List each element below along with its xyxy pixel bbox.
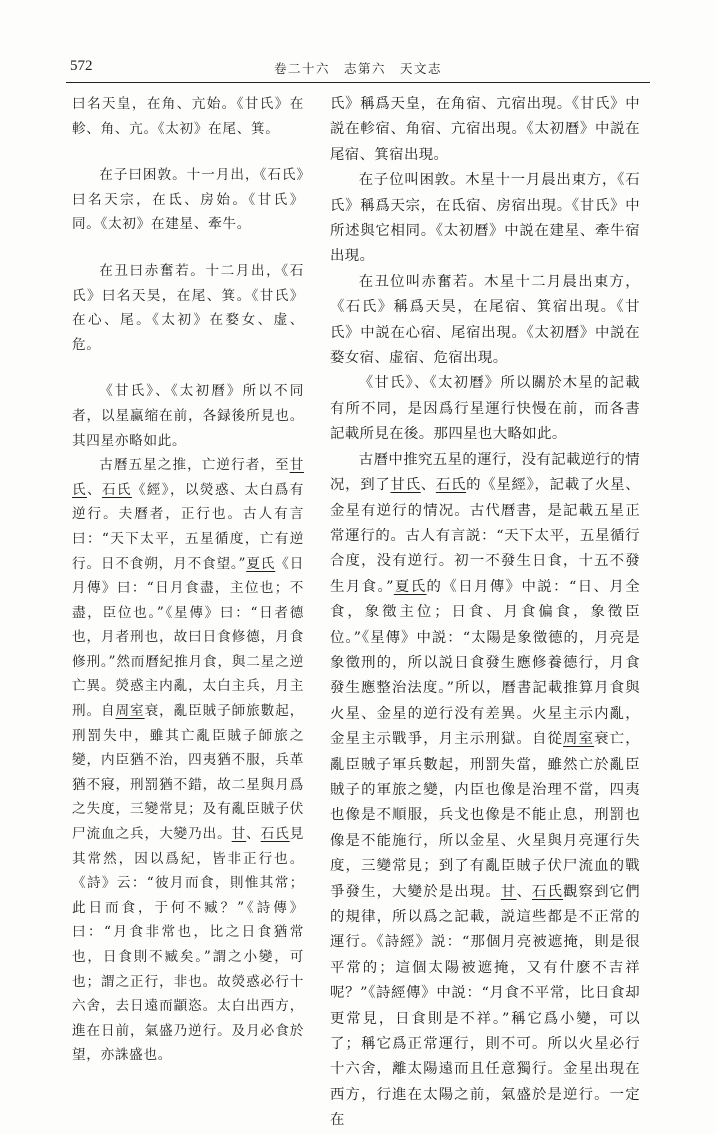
translation-paragraph <box>330 168 640 270</box>
proper-noun: 夏氏 <box>393 578 427 595</box>
text-run: 《甘氏》、《太初曆》所以不同者，以星赢缩在前，各録後所見也。其四星亦略如此。 <box>72 383 304 449</box>
original-text-paragraph <box>72 163 304 237</box>
translation-paragraph <box>330 92 640 168</box>
text-run: 古曆中推究五星的運行，没有記載逆行的情况，到了 <box>330 451 640 494</box>
text-run: 的《日月傳》中説：“日、月全食，象徵主位；日食、月食偏食，象徵臣位。”《星傳》中説：“太陽是象徵德的，月亮是象徵刑的，所以説日食發生應修養德行，月食發生應整治法度。”所以，曆書記載推算月食與火星、金星的逆行没有差異。火星主示内亂，金星主示戰爭，月主示刑獄。自從 <box>330 578 640 748</box>
text-run: 、 <box>516 883 532 900</box>
text-run: 在子曰困敦。十一月出，《石氏》曰名天宗，在氐、房始。《甘氏》同。《太初》在建星、牽牛。 <box>72 167 304 233</box>
translation-paragraph <box>330 270 640 372</box>
proper-noun: 夏氏 <box>246 555 276 572</box>
translation-paragraph <box>330 371 640 447</box>
original-text-paragraph <box>72 92 304 141</box>
text-run: 在丑曰赤奮若。十二月出，《石氏》曰名天昊，在尾、箕。《甘氏》在心、尾。《太初》在婺女、虚、危。 <box>72 262 304 353</box>
text-run: 在丑位叫赤奮若。木星十二月晨出東方，《石氏》稱爲天昊，在尾宿、箕宿出現。《甘氏》中説在心宿、尾宿出現。《太初曆》中説在婺女宿、虚宿、危宿出現。 <box>330 273 640 367</box>
text-run: 、 <box>86 481 102 498</box>
proper-noun: 甘 <box>231 826 247 843</box>
original-text-paragraph <box>72 379 304 453</box>
text-run: 衰亡，亂臣賊子軍兵數起，刑罰失當，雖然亡於亂臣賊子的軍旅之變，内臣也像是治理不當，四夷也像是不順服，兵戈也像是不能止息，刑罰也像是不能施行，所以金星、火星與月亮運行失度，三變常見；到了有亂臣賊子伏尸流血的戰爭發生，大變於是出現。 <box>330 731 640 900</box>
text-run: 、 <box>420 477 436 494</box>
text-run: 在子位叫困敦。木星十一月晨出東方，《石氏》稱爲天宗，在氐宿、房宿出現。《甘氏》中所述與它相同。《太初曆》中説在建星、牽牛宿出現。 <box>330 172 640 265</box>
text-run: 的《星經》，記載了火星、金星有逆行的情况。古代曆書，是記載五星正常運行的。古人有言説：“天下太平，五星循行合度，没有逆行。初一不發生日食，十五不發生月食。” <box>330 477 640 595</box>
text-run: 《甘氏》、《太初曆》所以關於木星的記載有所不同，是因爲行星運行快慢在前，而各書記載所見在後。那四星也大略如此。 <box>330 375 640 443</box>
proper-noun: 周室 <box>115 703 145 720</box>
proper-noun: 石氏 <box>531 883 564 900</box>
text-run: 《經》，以熒惑、太白爲有逆行。夫曆者，正行也。古人有言曰：“天下太平，五星循度，亡有逆行。日不食朔，月不食望。” <box>72 481 304 572</box>
text-run: 見其常然，因以爲紀，皆非正行也。《詩》云：“彼月而食，則惟其常；此日而食，于何不臧？”《詩傳》曰：“月食非常也，比之日食猶常也，日食則不臧矣。”謂之小變，可也；謂之正行，非也。故熒惑必行十六舍，去日遠而顓恣。太白出西方，進在日前，氣盛乃逆行。及月必食於望，亦誅盛也。 <box>72 826 304 1064</box>
text-run: 衰，亂臣賊子師旅數起，刑罰失中，雖其亡亂臣賊子師旅之變，内臣猶不治，四夷猶不服，兵革猶不寢，刑罰猶不錯，故二星與月爲之失度，三變常見；及有亂臣賊子伏尸流血之兵，大變乃出。 <box>72 703 304 843</box>
original-text-paragraph <box>72 453 304 1068</box>
proper-noun: 石氏 <box>101 481 132 498</box>
proper-noun: 甘氏 <box>390 477 421 494</box>
text-run: 觀察到它們的規律，所以爲之記載，説這些都是不正常的運行。《詩經》説：“那個月亮被遮掩，則是很平常的；這個太陽被遮掩，又有什麽不吉祥呢？”《詩經傳》中説：“月食不平常，比日食却更常見，日食則是不祥。”稱它爲小變，可以了；稱它爲正常運行，則不可。所以火星必行十六舍，離太陽遠而且任意獨行。金星出現在西方，行進在太陽之前，氣盛於是逆行。一定在 <box>330 883 640 1129</box>
text-run: 、 <box>246 826 261 843</box>
right-column-translation <box>330 92 640 1134</box>
original-text-paragraph <box>72 259 304 357</box>
proper-noun: 甘氏 <box>72 457 304 498</box>
proper-noun: 甘 <box>500 883 517 900</box>
left-column-classical-text <box>72 92 304 1068</box>
proper-noun: 石氏 <box>435 477 467 494</box>
text-run: 《日月傳》曰：“日月食盡，主位也；不盡，臣位也。”《星傳》曰：“日者德也，月者刑也，故曰日食修德，月食修刑。”然而曆紀推月食，與二星之逆亡異。熒惑主内亂，太白主兵，月主刑。自 <box>72 555 304 720</box>
text-run: 古曆五星之推，亡逆行者，至 <box>99 457 290 474</box>
running-title: 卷二十六 志第六 天文志 <box>273 61 442 76</box>
text-run: 氏》稱爲天皇，在角宿、亢宿出現。《甘氏》中説在軫宿、角宿、亢宿出現。《太初曆》中説在尾宿、箕宿出現。 <box>330 96 640 163</box>
page-number: 572 <box>70 58 93 74</box>
proper-noun: 周室 <box>563 731 595 748</box>
page-header <box>66 56 650 83</box>
text-run: 曰名天皇，在角、亢始。《甘氏》在軫、角、亢。《太初》在尾、箕。 <box>72 96 304 137</box>
proper-noun: 石氏 <box>260 826 290 843</box>
translation-paragraph <box>330 448 640 1134</box>
